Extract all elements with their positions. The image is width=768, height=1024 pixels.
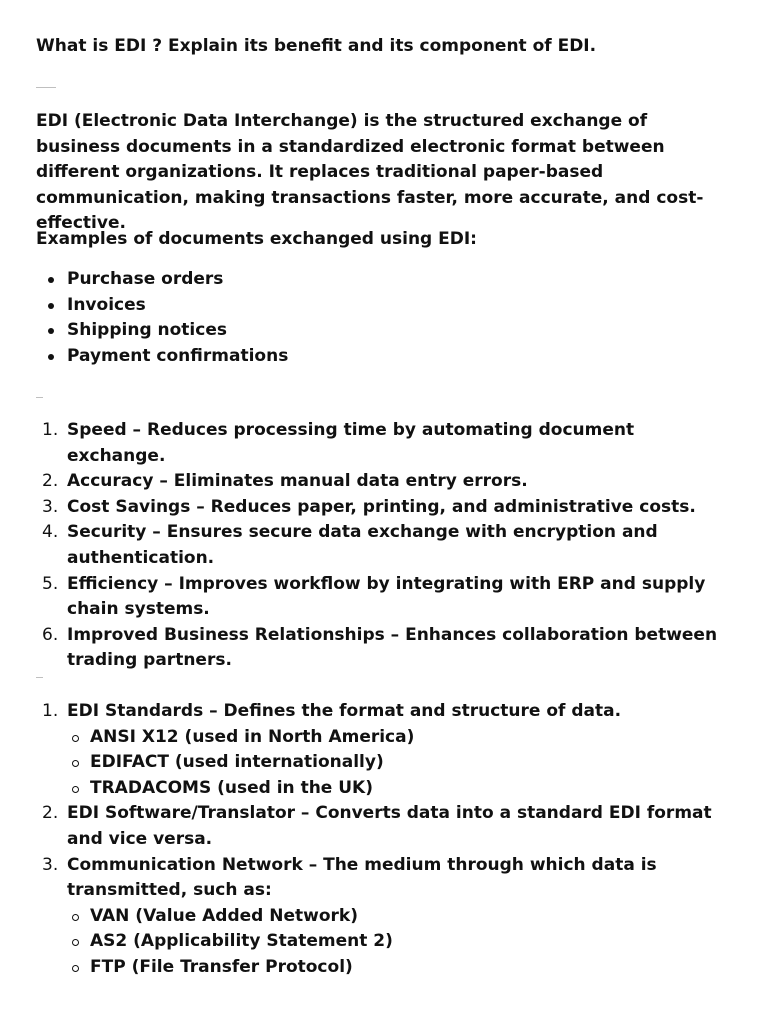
item-text: Improved Business Relationships – Enhances collaboration between trading partners. (67, 624, 718, 671)
list-item (36, 853, 736, 981)
intro-paragraph: EDI (Electronic Data Interchange) is the structured exchange of business documents in a standardized electronic format between different organizations. It replaces traditional paper-based communication, making transactions faster, more accurate, and cost-effective. (36, 111, 704, 233)
question-heading: What is EDI ? Explain its benefit and its component of EDI. (36, 36, 597, 56)
item-text: EDI Software/Translator – Converts data into a standard EDI format and vice versa. (67, 803, 712, 849)
list-item: Invoices (36, 293, 288, 319)
sub-list (67, 725, 736, 802)
section-divider (36, 677, 43, 678)
item-text: Cost Savings – Reduces paper, printing, and administrative costs. (67, 496, 696, 517)
item-number: 3. (42, 854, 59, 875)
benefits-list (36, 418, 736, 674)
item-text: Accuracy – Eliminates manual data entry errors. (67, 471, 528, 492)
sub-list-item: ANSI X12 (used in North America) (67, 725, 736, 751)
item-number: 1. (42, 420, 59, 440)
item-number: 3. (42, 496, 59, 517)
sub-list-item: AS2 (Applicability Statement 2) (67, 929, 736, 955)
list-item (36, 623, 736, 674)
item-text: Security – Ensures secure data exchange with encryption and authentication. (67, 522, 658, 568)
list-item: Payment confirmations (36, 344, 288, 370)
list-item (36, 418, 736, 469)
item-number: 2. (42, 471, 59, 492)
components-list (36, 699, 736, 981)
list-item (36, 495, 736, 521)
list-item (36, 801, 736, 852)
examples-list (36, 267, 288, 370)
item-text: EDI Standards – Defines the format and structure of data. (67, 701, 622, 721)
item-number: 4. (42, 522, 59, 543)
item-text: Efficiency – Improves workflow by integrating with ERP and supply chain systems. (67, 573, 706, 620)
sub-list-item: EDIFACT (used internationally) (67, 750, 736, 776)
sub-list-item: TRADACOMS (used in the UK) (67, 776, 736, 802)
list-item (36, 469, 736, 495)
item-number: 1. (42, 701, 59, 721)
list-item (36, 572, 736, 623)
list-item: Purchase orders (36, 267, 288, 293)
item-text: Communication Network – The medium through which data is transmitted, such as: (67, 854, 657, 901)
sub-list-item: FTP (File Transfer Protocol) (67, 955, 736, 981)
item-number: 2. (42, 803, 59, 824)
list-item: Shipping notices (36, 318, 288, 344)
section-divider (36, 87, 56, 88)
sub-list-item: VAN (Value Added Network) (67, 904, 736, 930)
examples-intro: Examples of documents exchanged using EDI: (36, 229, 477, 249)
list-item (36, 699, 736, 801)
item-text: Speed – Reduces processing time by automating document exchange. (67, 420, 635, 466)
sub-list (67, 904, 736, 981)
list-item (36, 520, 736, 571)
item-number: 6. (42, 624, 59, 645)
section-divider (36, 397, 43, 398)
item-number: 5. (42, 573, 59, 594)
